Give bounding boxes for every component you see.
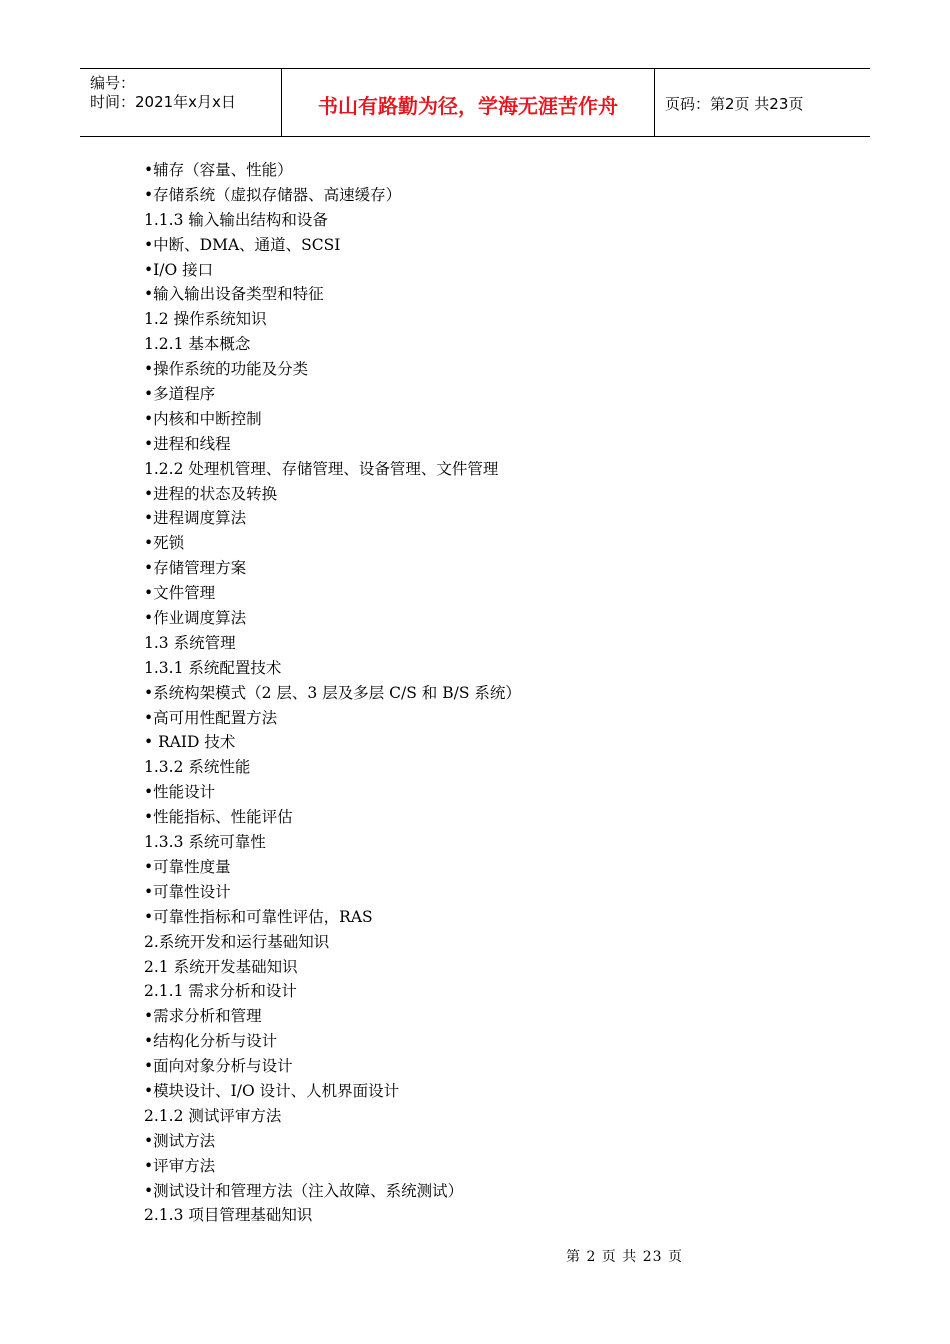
body-line: •可靠性设计 xyxy=(144,882,231,901)
body-line: •多道程序 xyxy=(144,385,216,404)
document-body xyxy=(144,158,521,1228)
body-line: • RAID 技术 xyxy=(144,733,236,752)
header-page-cell xyxy=(655,69,870,136)
body-line: •性能设计 xyxy=(144,783,216,802)
page-footer: 第 2 页 共 23 页 xyxy=(566,1249,683,1265)
body-line: •性能指标、性能评估 xyxy=(144,808,293,827)
section-heading: 1.3.3 系统可靠性 xyxy=(144,833,266,852)
header-motto: 书山有路勤为径，学海无涯苦作舟 xyxy=(318,94,618,118)
body-line: •评审方法 xyxy=(144,1156,216,1175)
body-line: •进程调度算法 xyxy=(144,509,247,528)
header-meta-cell xyxy=(80,69,280,136)
section-heading: 2.1 系统开发基础知识 xyxy=(144,957,298,976)
body-line: •模块设计、I/O 设计、人机界面设计 xyxy=(144,1081,400,1100)
page-header xyxy=(80,68,870,137)
body-line: •内核和中断控制 xyxy=(144,409,262,428)
body-line: •存储管理方案 xyxy=(144,559,247,578)
body-line: •操作系统的功能及分类 xyxy=(144,360,309,379)
body-line: •可靠性度量 xyxy=(144,857,231,876)
section-heading: 2.系统开发和运行基础知识 xyxy=(144,932,330,951)
document-number-label: 编号： xyxy=(90,74,136,92)
body-line: •高可用性配置方法 xyxy=(144,708,278,727)
body-line: •辅存（容量、性能） xyxy=(144,161,293,179)
body-line: •可靠性指标和可靠性评估，RAS xyxy=(144,907,373,926)
section-heading: 2.1.1 需求分析和设计 xyxy=(144,982,297,1001)
body-line: •需求分析和管理 xyxy=(144,1007,262,1026)
body-line: •进程的状态及转换 xyxy=(144,484,278,503)
body-line: •文件管理 xyxy=(144,584,216,603)
section-heading: 1.2.2 处理机管理、存储管理、设备管理、文件管理 xyxy=(144,459,499,478)
body-line: •死锁 xyxy=(144,534,185,553)
body-line: •面向对象分析与设计 xyxy=(144,1057,293,1076)
body-line: •系统构架模式（2 层、3 层及多层 C/S 和 B/S 系统） xyxy=(144,683,521,702)
body-line: •测试设计和管理方法（注入故障、系统测试） xyxy=(144,1181,464,1200)
section-heading: 1.3.1 系统配置技术 xyxy=(144,658,282,677)
section-heading: 2.1.3 项目管理基础知识 xyxy=(144,1206,313,1225)
header-motto-cell xyxy=(281,69,655,136)
body-line: •结构化分析与设计 xyxy=(144,1032,278,1051)
section-heading: 1.2 操作系统知识 xyxy=(144,310,267,329)
section-heading: 1.1.3 输入输出结构和设备 xyxy=(144,210,328,229)
body-line: •进程和线程 xyxy=(144,434,231,453)
body-line: •中断、DMA、通道、SCSI xyxy=(144,235,341,254)
header-page-info: 页码：第2页 共23页 xyxy=(665,95,804,113)
body-line: •存储系统（虚拟存储器、高速缓存） xyxy=(144,185,402,204)
section-heading: 1.3 系统管理 xyxy=(144,633,236,652)
body-line: •输入输出设备类型和特征 xyxy=(144,285,324,304)
section-heading: 1.3.2 系统性能 xyxy=(144,758,251,777)
section-heading: 1.2.1 基本概念 xyxy=(144,335,251,354)
document-time-label: 时间：2021年x月x日 xyxy=(90,93,236,111)
body-line: •作业调度算法 xyxy=(144,609,247,628)
body-line: •I/O 接口 xyxy=(144,260,214,279)
body-line: •测试方法 xyxy=(144,1131,216,1150)
section-heading: 2.1.2 测试评审方法 xyxy=(144,1106,282,1125)
